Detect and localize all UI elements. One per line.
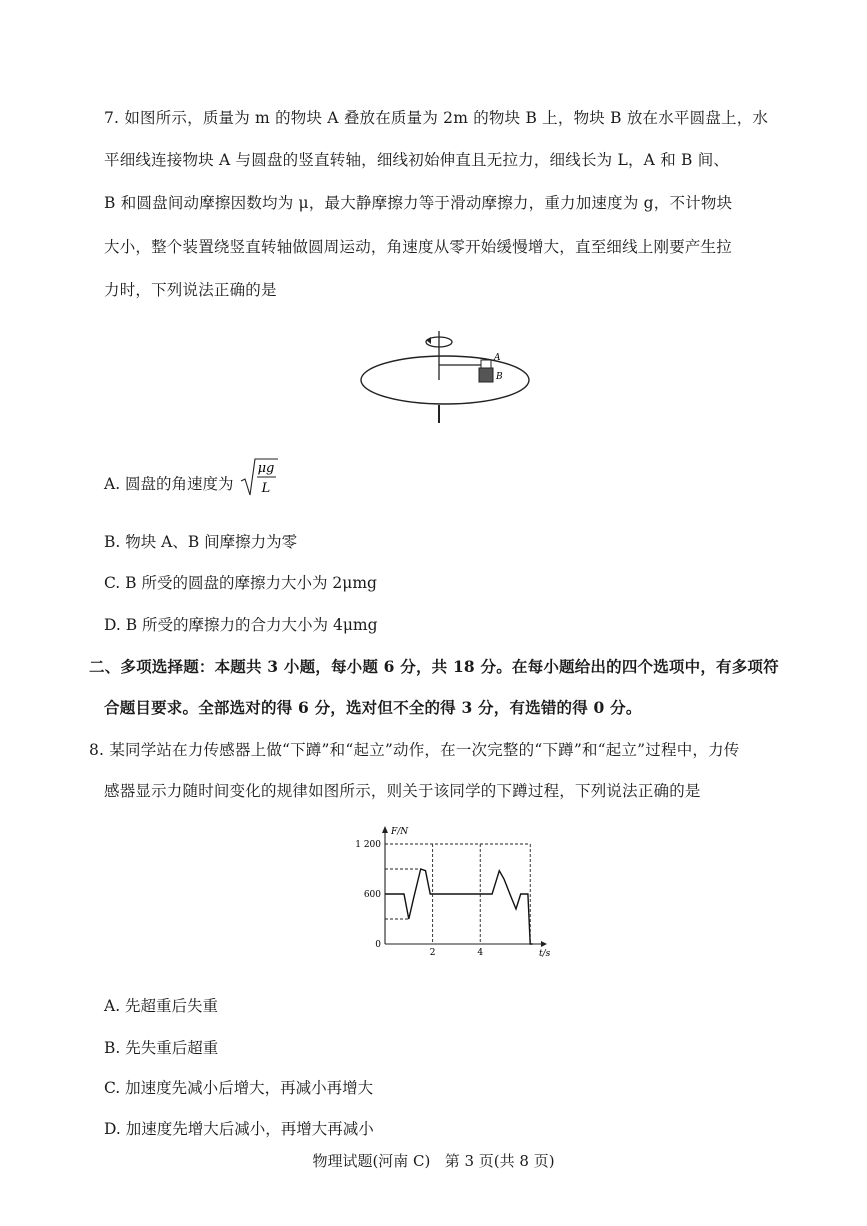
q7-line-4: 大小，整个装置绕竖直转轴做圆周运动，角速度从零开始缓慢增大，直至细线上刚要产生拉: [104, 238, 733, 256]
q7-line-5: 力时，下列说法正确的是: [104, 281, 277, 299]
q8-line-1: 8. 某同学站在力传感器上做“下蹲”和“起立”动作，在一次完整的“下蹲”和“起立”过程中，力传: [89, 741, 740, 759]
y-tick-label: 0: [375, 940, 381, 950]
x-tick-label: 4: [477, 948, 484, 958]
force-curve: [385, 869, 533, 944]
y-axis-label: F/N: [391, 827, 409, 837]
page-footer: 物理试题(河南 C) 第 3 页(共 8 页): [312, 1152, 555, 1170]
q7-option-d: D. B 所受的摩擦力的合力大小为 4μmg: [104, 616, 378, 634]
x-axis-label: t/s: [539, 949, 551, 959]
q7-option-a-prefix: A. 圆盘的角速度为: [104, 475, 234, 493]
sqrt-denominator: L: [261, 481, 270, 496]
x-axis-arrow-icon: [541, 941, 547, 947]
q7-option-c: C. B 所受的圆盘的摩擦力大小为 2μmg: [104, 574, 377, 592]
y-tick-label: 600: [363, 890, 381, 900]
sqrt-expression: [239, 457, 279, 499]
y-axis-arrow-icon: [382, 826, 388, 833]
section2-line-1: 二、多项选择题：本题共 3 小题，每小题 6 分，共 18 分。在每小题给出的四个选项中，有多项符: [89, 657, 779, 676]
block-a-label: A: [494, 353, 501, 363]
q7-line-1: 7. 如图所示，质量为 m 的物块 A 叠放在质量为 2m 的物块 B 上，物块 B 放在水平圆盘上，水: [104, 109, 769, 127]
disc: [361, 356, 529, 404]
q8-option-d: D. 加速度先增大后减小，再增大再减小: [104, 1120, 374, 1138]
rotating-disc-figure: [355, 328, 535, 428]
q7-option-a: [104, 461, 279, 499]
q8-option-b: B. 先失重后超重: [104, 1039, 219, 1057]
x-tick-label: 2: [429, 948, 436, 958]
q7-option-b: B. 物块 A、B 间摩擦力为零: [104, 533, 298, 551]
q8-option-c: C. 加速度先减小后增大，再减小再增大: [104, 1079, 374, 1097]
q7-line-3: B 和圆盘间动摩擦因数均为 μ，最大静摩擦力等于滑动摩擦力，重力加速度为 g，不计物块: [104, 194, 733, 212]
sqrt-numerator: μg: [257, 461, 274, 476]
force-time-chart: [345, 822, 551, 962]
q8-option-a: A. 先超重后失重: [104, 997, 219, 1015]
q7-line-2: 平细线连接物块 A 与圆盘的竖直转轴，细线初始伸直且无拉力，细线长为 L，A 和 B 间、: [104, 151, 730, 169]
block-a: [481, 360, 491, 368]
q8-line-2: 感器显示力随时间变化的规律如图所示，则关于该同学的下蹲过程，下列说法正确的是: [104, 782, 701, 800]
section2-line-2: 合题目要求。全部选对的得 6 分，选对但不全的得 3 分，有选错的得 0 分。: [104, 698, 642, 717]
y-tick-label: 1 200: [355, 840, 381, 850]
block-b: [479, 368, 493, 382]
block-b-label: B: [496, 372, 503, 382]
